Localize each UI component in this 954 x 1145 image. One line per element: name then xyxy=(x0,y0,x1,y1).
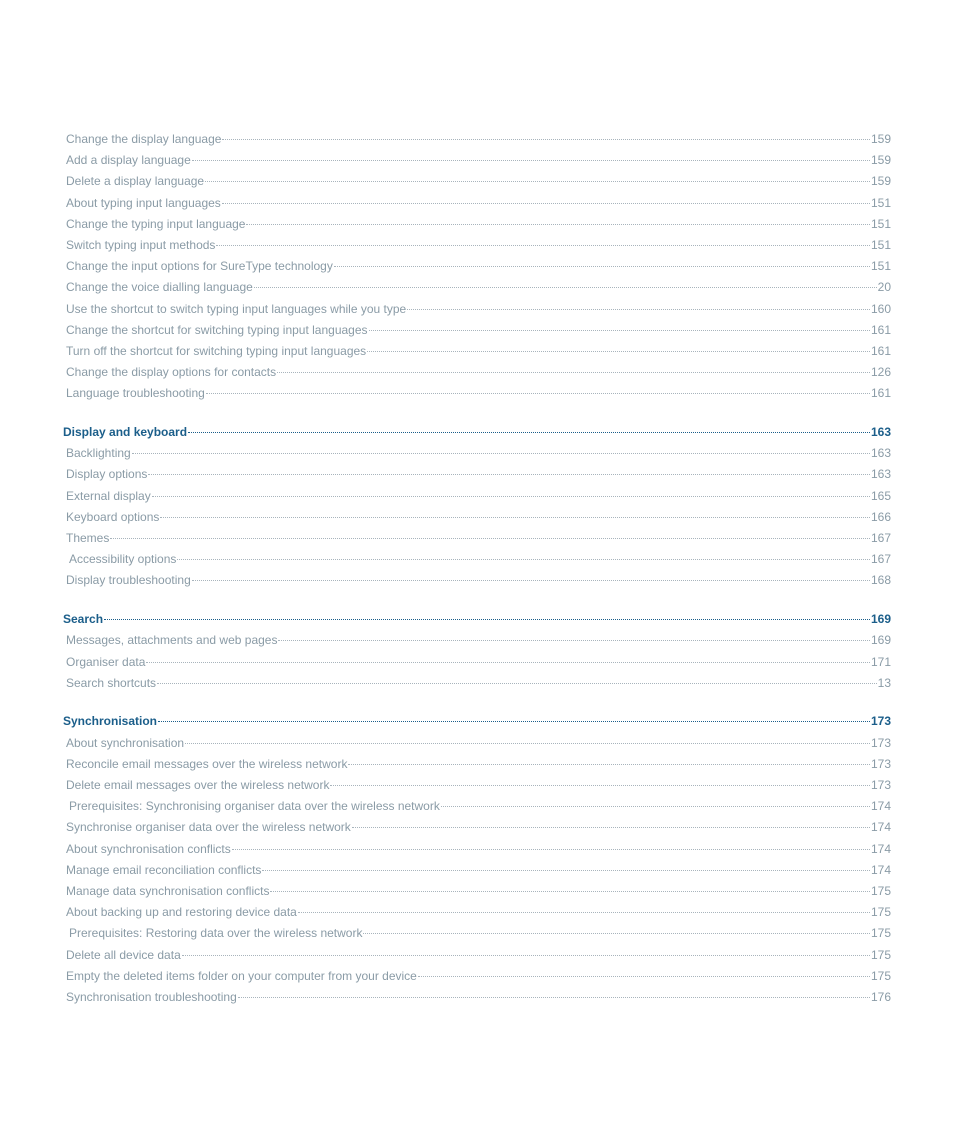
toc-entry[interactable] xyxy=(63,280,891,301)
toc-entry-title: Backlighting xyxy=(66,446,131,461)
dot-leader xyxy=(177,559,870,560)
dot-leader xyxy=(188,432,870,433)
toc-entry-title: Delete a display language xyxy=(66,174,205,189)
toc-page-number: 159 xyxy=(870,132,891,146)
dot-leader xyxy=(407,309,870,310)
dot-leader xyxy=(158,721,870,722)
dot-leader xyxy=(270,891,870,892)
dot-leader xyxy=(192,160,870,161)
toc-page-number: 171 xyxy=(870,654,891,669)
dot-leader xyxy=(216,245,870,246)
toc-entry-title: Turn off the shortcut for switching typing input languages xyxy=(66,343,367,358)
toc-entry-title: Change the display options for contacts xyxy=(66,365,277,380)
toc-entry-title: Empty the deleted items folder on your computer from your device xyxy=(66,968,417,983)
toc-entry[interactable] xyxy=(63,926,891,947)
toc-entry-title: Search shortcuts xyxy=(66,675,157,690)
dot-leader xyxy=(157,683,877,684)
toc-entry[interactable] xyxy=(63,757,891,778)
toc-entry-title: Language troubleshooting xyxy=(66,386,205,401)
toc-entry-title: Change the voice dialling language xyxy=(66,280,253,295)
toc-entry[interactable] xyxy=(63,799,891,820)
toc-entry-title: Display options xyxy=(66,467,148,482)
toc-entry[interactable] xyxy=(63,446,891,467)
toc-entry-title: Organiser data xyxy=(66,654,146,669)
toc-entry[interactable] xyxy=(63,552,891,573)
dot-leader xyxy=(206,393,870,394)
toc-page-number: 163 xyxy=(870,467,891,482)
toc-page-number: 165 xyxy=(870,488,891,503)
toc-entry[interactable] xyxy=(63,969,891,990)
dot-leader xyxy=(222,203,870,204)
toc-entry-title: Display and keyboard xyxy=(63,425,188,440)
toc-entry-title: Manage email reconciliation conflicts xyxy=(66,862,262,877)
toc-entry[interactable] xyxy=(63,842,891,863)
toc-entry[interactable] xyxy=(63,820,891,841)
toc-entry-title: Reconcile email messages over the wireless network xyxy=(66,756,348,771)
toc-entry-title: Switch typing input methods xyxy=(66,237,216,252)
dot-leader xyxy=(277,372,870,373)
toc-page-number: 173 xyxy=(870,756,891,771)
toc-entry[interactable] xyxy=(63,778,891,799)
dot-leader xyxy=(334,266,870,267)
dot-leader xyxy=(363,933,870,934)
toc-entry[interactable] xyxy=(63,633,891,654)
toc-entry[interactable] xyxy=(63,489,891,510)
toc-entry-title: Synchronisation xyxy=(63,714,158,729)
toc-page-number: 175 xyxy=(870,926,891,941)
toc-entry-title: Prerequisites: Synchronising organiser data over the wireless network xyxy=(69,799,440,814)
toc-page-number: 161 xyxy=(870,322,891,337)
toc-entry[interactable] xyxy=(63,905,891,926)
toc-entry-title: About typing input languages xyxy=(66,195,221,210)
toc-entry-title: Synchronise organiser data over the wireless network xyxy=(66,820,351,835)
toc-entry-title: Keyboard options xyxy=(66,509,160,524)
toc-page-number: 151 xyxy=(870,216,891,231)
dot-leader xyxy=(298,912,870,913)
toc-entry-title: Accessibility options xyxy=(69,552,177,567)
toc-entry-title: Synchronisation troubleshooting xyxy=(66,989,237,1004)
toc-page-number: 151 xyxy=(870,237,891,252)
toc-section-heading[interactable] xyxy=(63,714,891,735)
dot-leader xyxy=(238,997,870,998)
toc-page-number: 20 xyxy=(877,280,891,295)
toc-entry[interactable] xyxy=(63,365,891,386)
dot-leader xyxy=(222,139,870,140)
toc-page-number: 174 xyxy=(870,841,891,856)
toc-page-number: 173 xyxy=(870,778,891,793)
toc-entry[interactable] xyxy=(63,217,891,238)
dot-leader xyxy=(262,870,870,871)
toc-entry[interactable] xyxy=(63,467,891,488)
toc-entry[interactable] xyxy=(63,344,891,365)
toc-page-number: 175 xyxy=(870,905,891,920)
toc-entry-title: Search xyxy=(63,612,104,627)
dot-leader xyxy=(367,351,870,352)
toc-page-number: 151 xyxy=(870,259,891,274)
toc-page-number: 167 xyxy=(870,530,891,545)
toc-entry-title: About synchronisation conflicts xyxy=(66,841,231,856)
dot-leader xyxy=(160,517,870,518)
toc-entry[interactable] xyxy=(63,676,891,697)
toc-entry-title: Prerequisites: Restoring data over the wireless network xyxy=(69,926,363,941)
dot-leader xyxy=(348,764,870,765)
toc-page-number: 161 xyxy=(870,386,891,401)
toc-entry[interactable] xyxy=(63,655,891,676)
toc-entry[interactable] xyxy=(63,948,891,969)
dot-leader xyxy=(441,806,870,807)
dot-leader xyxy=(104,619,870,620)
toc-entry[interactable] xyxy=(63,238,891,259)
toc-entry[interactable] xyxy=(63,132,891,153)
toc-page-number: 167 xyxy=(870,552,891,567)
toc-entry-title: Change the typing input language xyxy=(66,216,246,231)
dot-leader xyxy=(132,453,870,454)
toc-page-number: 169 xyxy=(870,633,891,648)
toc-entry[interactable] xyxy=(63,174,891,195)
toc-entry[interactable] xyxy=(63,573,891,594)
toc-entry-title: Themes xyxy=(66,530,110,545)
toc-entry[interactable] xyxy=(63,386,891,407)
toc-section-heading[interactable] xyxy=(63,612,891,633)
toc-entry-title: Add a display language xyxy=(66,153,191,168)
toc-page-number: 159 xyxy=(870,153,891,168)
toc-entry-title: Display troubleshooting xyxy=(66,573,191,588)
toc-entry[interactable] xyxy=(63,510,891,531)
dot-leader xyxy=(278,640,870,641)
toc-entry[interactable] xyxy=(63,153,891,174)
toc-entry-title: Delete email messages over the wireless network xyxy=(66,778,330,793)
toc-section-heading[interactable] xyxy=(63,425,891,446)
toc-entry[interactable] xyxy=(63,302,891,323)
toc-entry[interactable] xyxy=(63,736,891,757)
dot-leader xyxy=(110,538,870,539)
toc-entry[interactable] xyxy=(63,863,891,884)
toc-page-number: 174 xyxy=(870,799,891,814)
dot-leader xyxy=(352,827,870,828)
toc-page-number: 173 xyxy=(870,714,891,729)
toc-page-number: 176 xyxy=(870,989,891,1004)
dot-leader xyxy=(418,976,870,977)
toc-entry-title: Change the display language xyxy=(66,132,222,146)
dot-leader xyxy=(185,743,870,744)
toc-page-number: 175 xyxy=(870,947,891,962)
toc-entry-title: Delete all device data xyxy=(66,947,181,962)
dot-leader xyxy=(246,224,869,225)
toc-entry[interactable] xyxy=(63,259,891,280)
dot-leader xyxy=(254,287,877,288)
table-of-contents xyxy=(63,132,891,1011)
toc-entry-title: Messages, attachments and web pages xyxy=(66,633,278,648)
toc-page-number: 173 xyxy=(870,735,891,750)
toc-page-number: 159 xyxy=(870,174,891,189)
toc-entry-title: About backing up and restoring device data xyxy=(66,905,297,920)
dot-leader xyxy=(369,330,870,331)
toc-page-number: 174 xyxy=(870,820,891,835)
toc-entry-title: Use the shortcut to switch typing input languages while you type xyxy=(66,301,407,316)
dot-leader xyxy=(192,580,870,581)
toc-page-number: 161 xyxy=(870,343,891,358)
toc-entry[interactable] xyxy=(63,531,891,552)
toc-page-number: 163 xyxy=(870,425,891,440)
toc-page-number: 175 xyxy=(870,883,891,898)
toc-entry-title: Change the input options for SureType technology xyxy=(66,259,333,274)
toc-page-number: 168 xyxy=(870,573,891,588)
toc-page-number: 166 xyxy=(870,509,891,524)
dot-leader xyxy=(330,785,870,786)
toc-page-number: 160 xyxy=(870,301,891,316)
toc-page-number: 175 xyxy=(870,968,891,983)
toc-page-number: 126 xyxy=(870,365,891,380)
dot-leader xyxy=(182,955,870,956)
toc-entry-title: Change the shortcut for switching typing input languages xyxy=(66,322,368,337)
toc-entry[interactable] xyxy=(63,884,891,905)
toc-entry[interactable] xyxy=(63,196,891,217)
dot-leader xyxy=(148,474,870,475)
toc-page-number: 13 xyxy=(877,675,891,690)
dot-leader xyxy=(146,662,870,663)
dot-leader xyxy=(232,849,870,850)
toc-page-number: 169 xyxy=(870,612,891,627)
toc-entry-title: External display xyxy=(66,488,151,503)
toc-page-number: 151 xyxy=(870,195,891,210)
toc-page-number: 163 xyxy=(870,446,891,461)
dot-leader xyxy=(205,181,870,182)
toc-entry-title: About synchronisation xyxy=(66,735,185,750)
toc-page-number: 174 xyxy=(870,862,891,877)
toc-entry[interactable] xyxy=(63,990,891,1011)
dot-leader xyxy=(152,496,870,497)
toc-entry-title: Manage data synchronisation conflicts xyxy=(66,883,270,898)
toc-entry[interactable] xyxy=(63,323,891,344)
